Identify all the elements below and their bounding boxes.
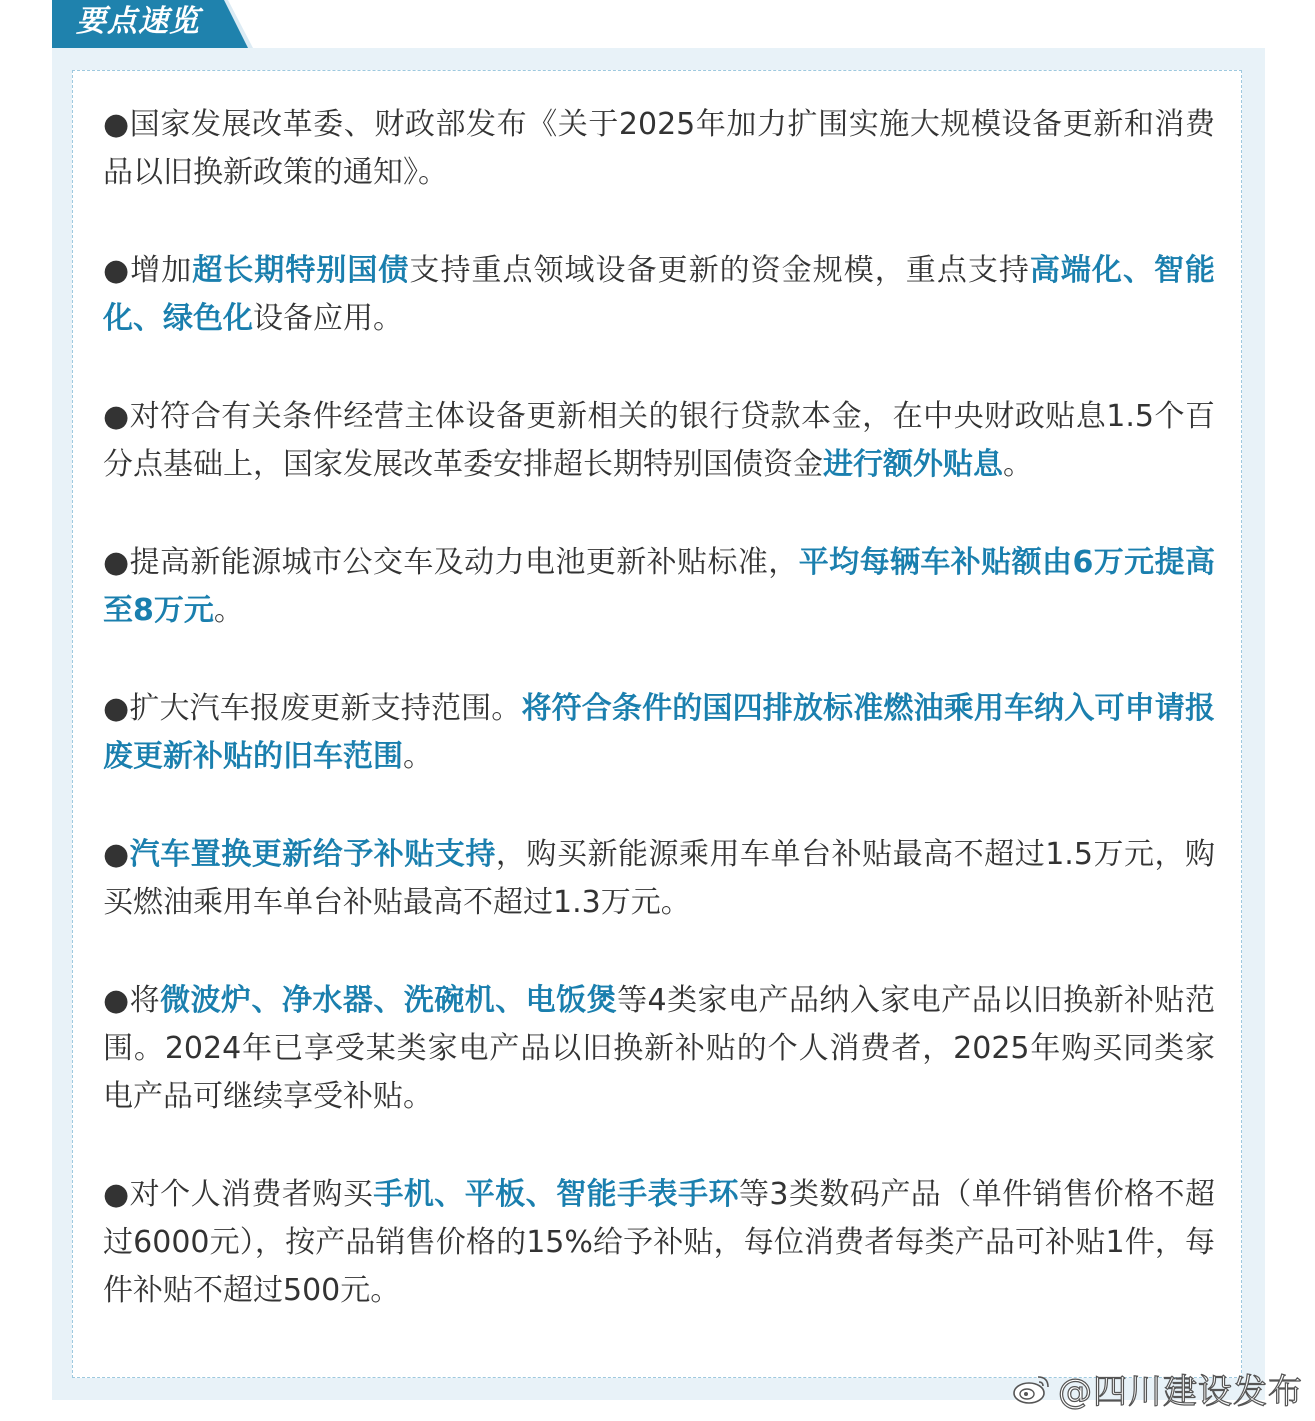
highlight-text: 平均每辆车补贴额由6万元提高至8万元: [103, 545, 1216, 628]
body-text: 等4类家电产品纳入家电产品以旧换新补贴范围。2024年已享受某类家电产品以旧换新补贴的个人消费者，2025年购买同类家电产品可继续享受补贴。: [103, 983, 1215, 1114]
key-point-paragraph: [103, 393, 1215, 489]
body-text: ●提高新能源城市公交车及动力电池更新补贴标准，: [103, 545, 799, 580]
highlight-text: 高端化、智能化、绿色化: [103, 253, 1216, 336]
body-text: ●国家发展改革委、财政部发布《关于2025年加力扩围实施大规模设备更新和消费品以旧换新政策的通知》。: [103, 107, 1215, 190]
body-text: ，购买新能源乘用车单台补贴最高不超过1.5万元，购买燃油乘用车单台补贴最高不超过1.3万元。: [103, 837, 1215, 920]
key-point-paragraph: [103, 1171, 1215, 1315]
highlight-text: 超长期特别国债: [192, 253, 410, 288]
highlight-text: 手机、平板、智能手表手环: [373, 1177, 739, 1212]
key-point-paragraph: [103, 539, 1215, 635]
body-text: ●扩大汽车报废更新支持范围。: [103, 691, 522, 726]
body-text: 。: [1003, 447, 1033, 482]
highlight-text: 汽车置换更新给予补贴支持: [129, 837, 496, 872]
body-text: 设备应用。: [253, 301, 403, 336]
key-point-paragraph: [103, 101, 1215, 197]
body-text: 等3类数码产品（单件销售价格不超过6000元），按产品销售价格的15%给予补贴，每位消费者每类产品可补贴1件，每件补贴不超过500元。: [103, 1177, 1215, 1308]
highlight-text: 将符合条件的国四排放标准燃油乘用车纳入可申请报废更新补贴的旧车范围: [103, 691, 1215, 774]
body-text: ●增加: [103, 253, 193, 288]
weibo-icon: [1012, 1373, 1052, 1405]
highlight-text: 微波炉、净水器、洗碗机、电饭煲: [160, 983, 618, 1018]
key-point-paragraph: [103, 247, 1215, 343]
body-text: ●将: [103, 983, 161, 1018]
key-point-paragraph: [103, 977, 1215, 1121]
watermark: [1012, 1364, 1303, 1413]
body-text: ●: [103, 837, 130, 872]
key-point-paragraph: [103, 685, 1215, 781]
section-title: 要点速览: [76, 4, 200, 39]
highlight-text: 进行额外贴息: [823, 447, 1003, 482]
key-points-list: [103, 101, 1215, 1365]
body-text: ●对个人消费者购买: [103, 1177, 374, 1212]
key-point-paragraph: [103, 831, 1215, 927]
watermark-text: @四川建设发布: [1058, 1372, 1303, 1412]
body-text: 支持重点领域设备更新的资金规模，重点支持: [409, 253, 1030, 288]
body-text: 。: [403, 739, 433, 774]
body-text: ●对符合有关条件经营主体设备更新相关的银行贷款本金，在中央财政贴息1.5个百分点基础上，国家发展改革委安排超长期特别国债资金: [103, 399, 1215, 482]
body-text: 。: [213, 593, 244, 628]
